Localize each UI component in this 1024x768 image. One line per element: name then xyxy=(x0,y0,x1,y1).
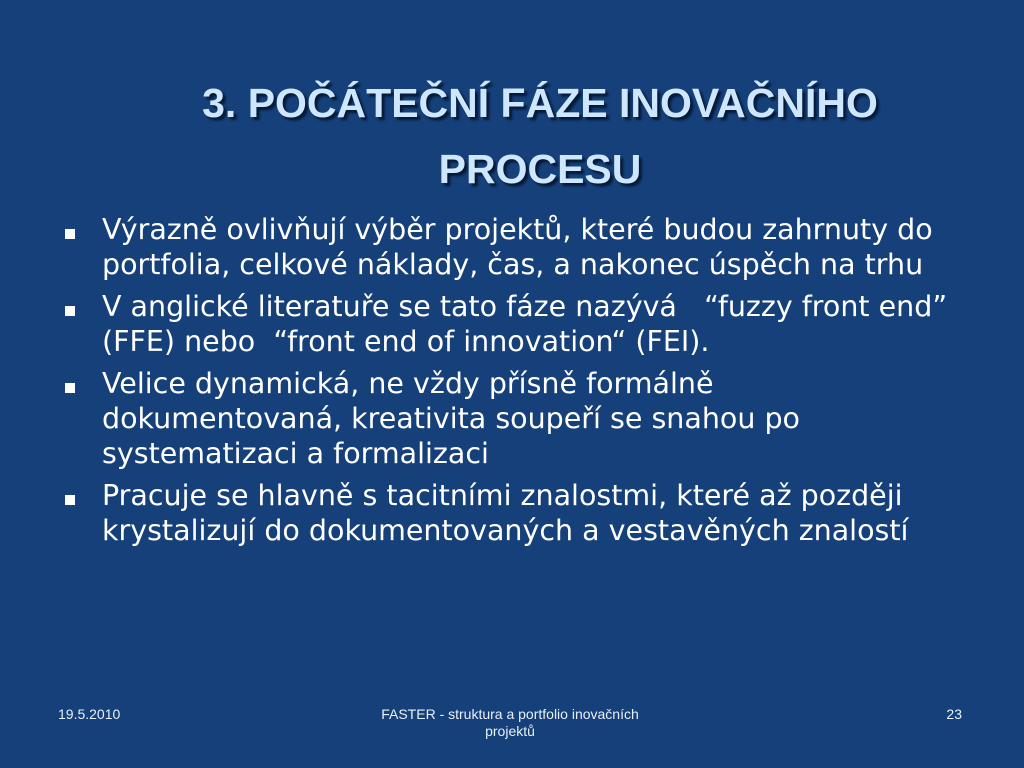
bullet-item xyxy=(56,478,956,548)
bullet-item xyxy=(56,289,956,359)
bullet-list xyxy=(56,212,956,555)
bullet-text: Velice dynamická, ne vždy přísně formálně dokumentovaná, kreativita soupeří se snahou po systematizaci a formalizaci xyxy=(102,367,800,470)
square-bullet-icon xyxy=(65,229,75,239)
bullet-text: Výrazně ovlivňují výběr projektů, které budou zahrnuty do portfolia, celkové náklady, čas, a nakonec úspěch na trhu xyxy=(102,213,933,281)
slide-title-line2: PROCESU xyxy=(438,146,642,192)
footer-title-line1: FASTER - struktura a portfolio inovačních xyxy=(381,706,639,722)
bullet-item xyxy=(56,366,956,471)
bullet-item xyxy=(56,212,956,282)
square-bullet-icon xyxy=(65,306,75,316)
slide-title-line1: 3. POČÁTEČNÍ FÁZE INOVAČNÍHO xyxy=(202,80,878,126)
bullet-text: V anglické literatuře se tato fáze nazývá “fuzzy front end” (FFE) nebo “front end of innovation“ (FEI). xyxy=(102,290,957,358)
square-bullet-icon xyxy=(65,495,75,505)
footer-title-line2: projektů xyxy=(485,723,535,739)
footer-date: 19.5.2010 xyxy=(58,706,121,722)
bullet-text: Pracuje se hlavně s tacitními znalostmi, které až později krystalizují do dokumentovaných a vestavěných znalostí xyxy=(102,479,909,547)
square-bullet-icon xyxy=(65,383,75,393)
slide-title xyxy=(60,70,1020,202)
footer-page-number: 23 xyxy=(946,706,962,722)
footer-presentation-title xyxy=(340,706,680,740)
